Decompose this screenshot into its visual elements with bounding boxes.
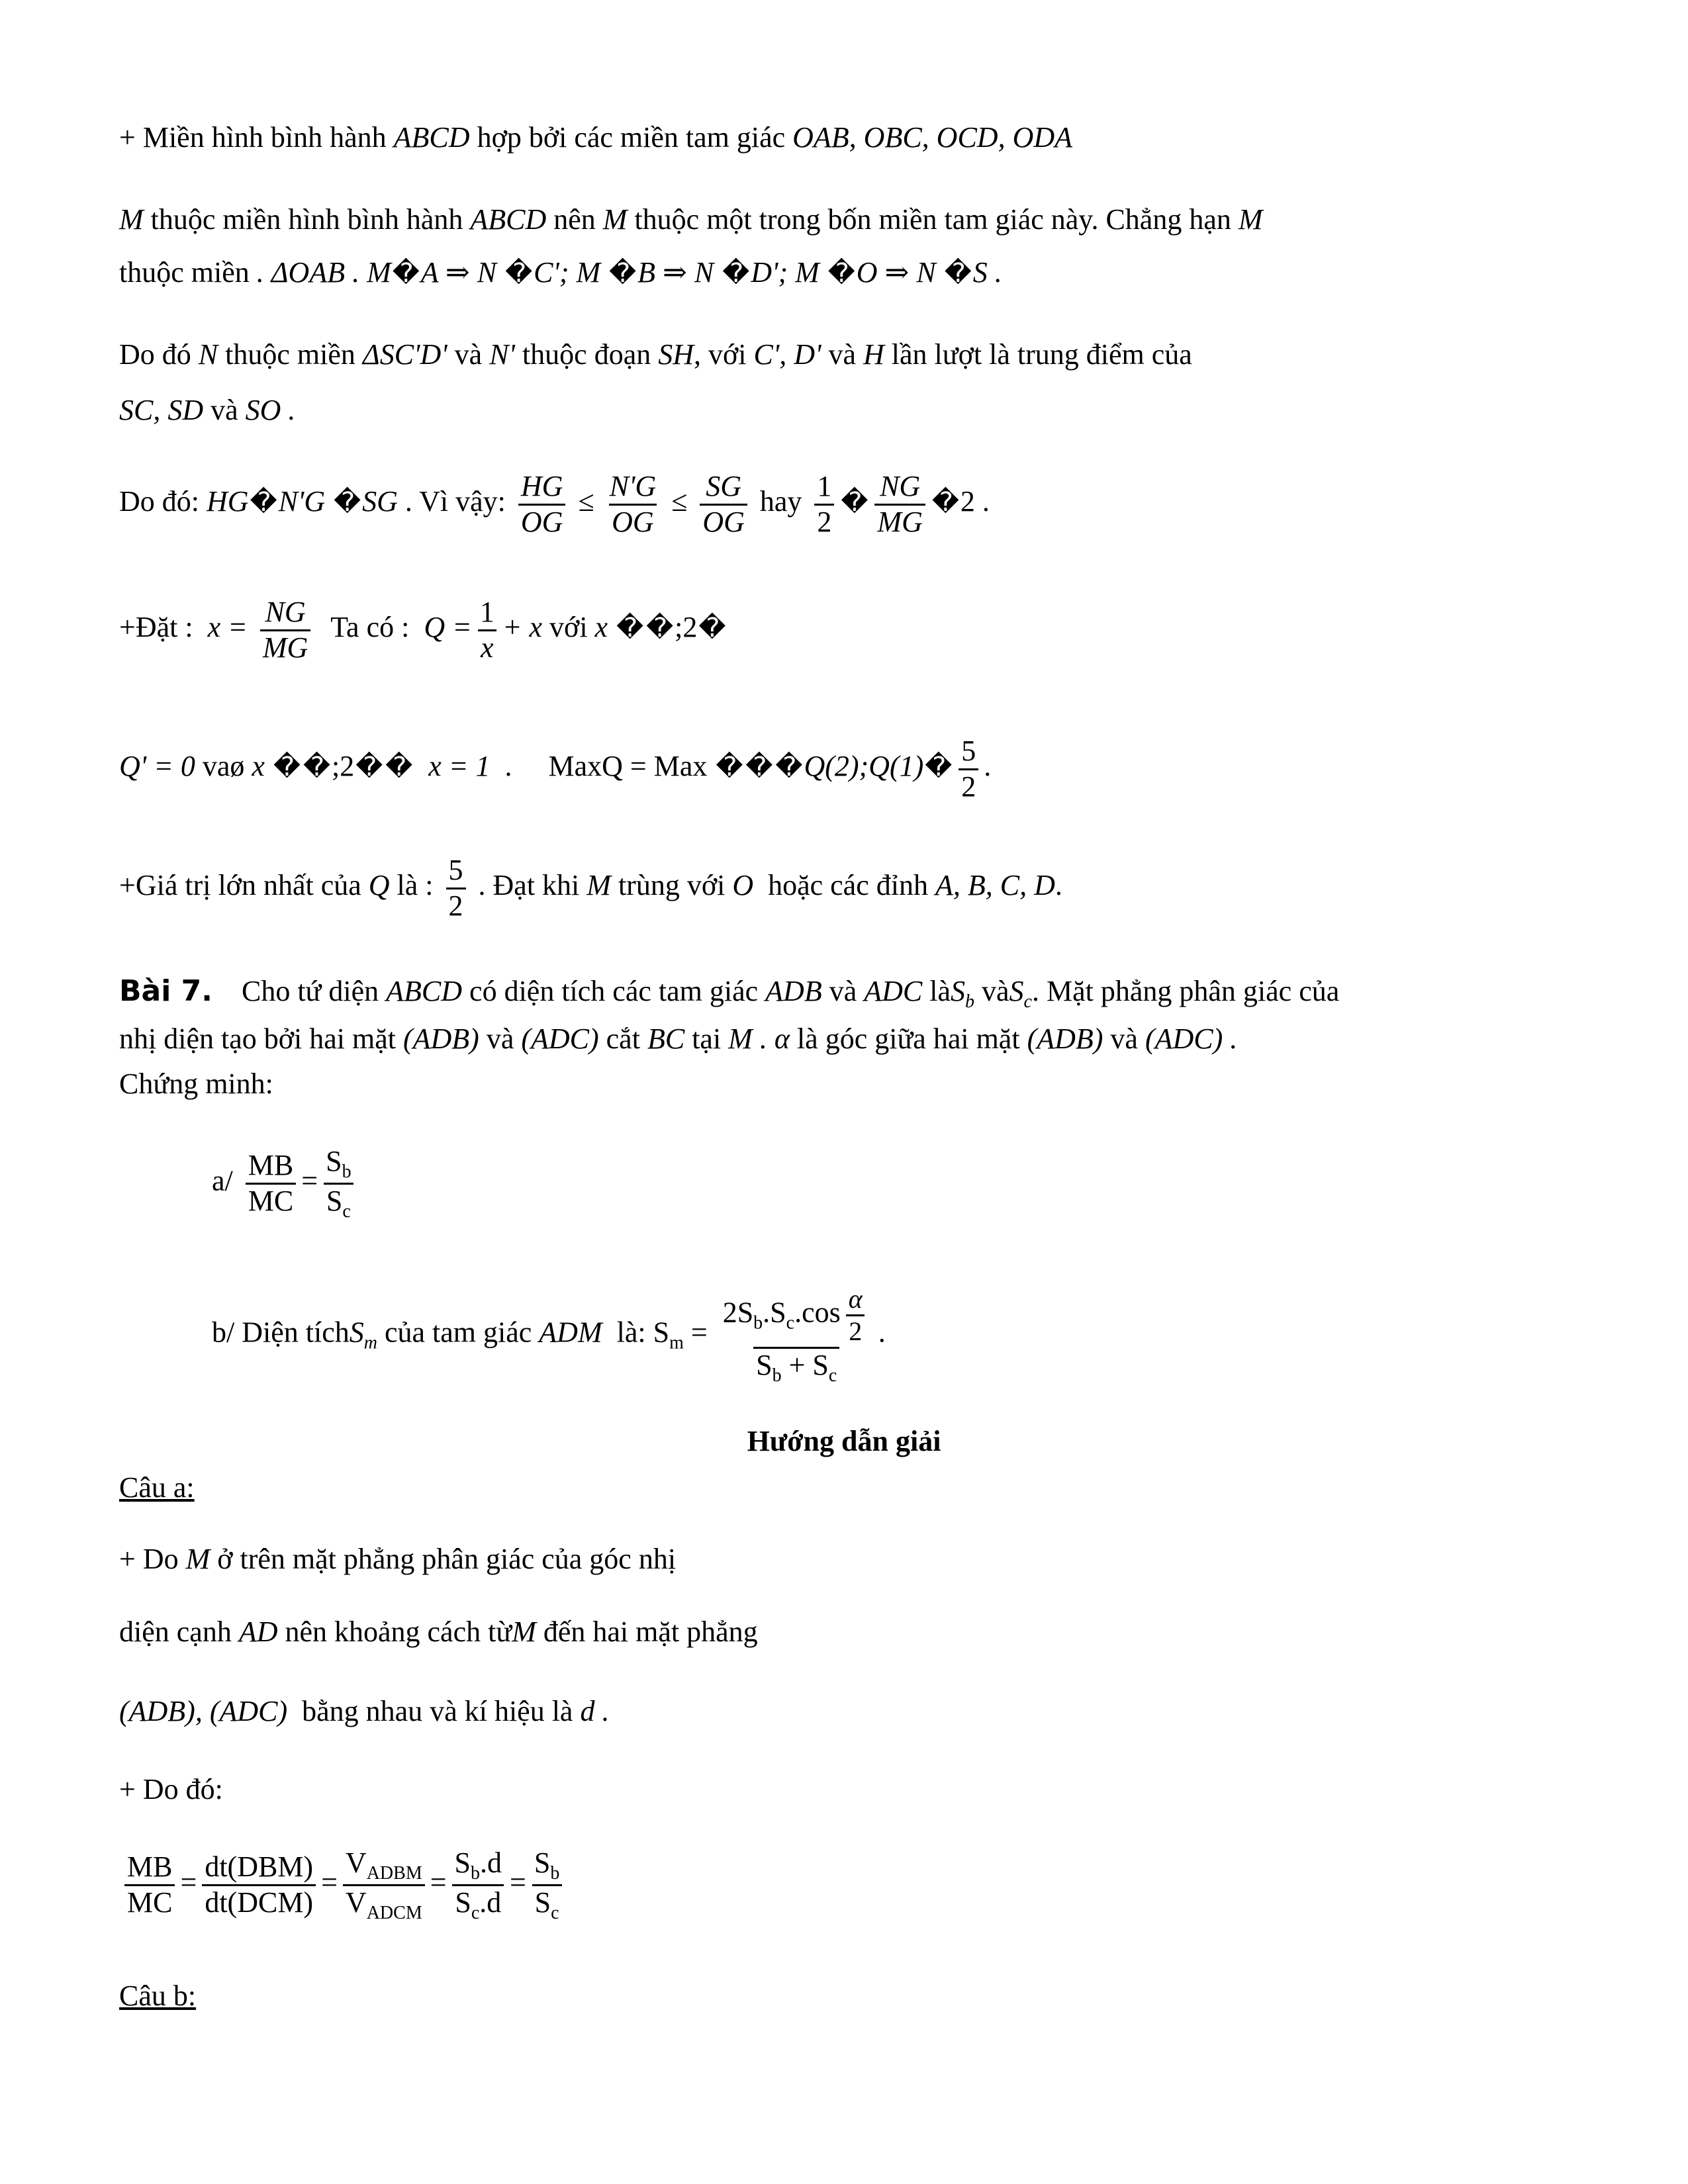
math: OAB, OBC, OCD, ODA bbox=[792, 121, 1073, 154]
math: 2 . bbox=[960, 485, 990, 518]
math: = bbox=[690, 1316, 708, 1349]
replacement-glyph: � bbox=[609, 258, 637, 289]
text: , với bbox=[694, 338, 747, 371]
fraction: $\frac{S_b.d}{S_c.d}$ bbox=[452, 1846, 504, 1924]
text: và bbox=[829, 975, 857, 1007]
math: S . bbox=[972, 256, 1002, 289]
replacement-glyph: � bbox=[646, 613, 674, 644]
text: nên bbox=[553, 203, 596, 236]
math: Q(2);Q(1) bbox=[804, 750, 924, 783]
math: M bbox=[1238, 203, 1263, 236]
math-le: ≤ bbox=[578, 485, 594, 518]
replacement-glyph: � bbox=[827, 258, 855, 289]
math: ADC bbox=[864, 975, 923, 1007]
math: A, B, C, D bbox=[935, 869, 1055, 902]
math: d . bbox=[580, 1695, 610, 1727]
text: bằng nhau và kí hiệu là bbox=[302, 1695, 573, 1727]
text: thuộc miền hình bình hành bbox=[150, 203, 463, 236]
math: D'; M bbox=[751, 256, 820, 289]
ratio-chain-formula bbox=[119, 1846, 567, 1924]
math: x bbox=[252, 750, 265, 783]
math: x = 1 bbox=[428, 750, 491, 783]
exercise-7-statement-line2 bbox=[119, 1022, 1237, 1057]
math: . ΔOAB bbox=[256, 256, 346, 289]
math: (ADB) bbox=[402, 1023, 479, 1055]
replacement-glyph: � bbox=[250, 487, 277, 518]
math: A ⇒ N bbox=[420, 256, 497, 289]
math: O ⇒ N bbox=[856, 256, 936, 289]
text: của tam giác bbox=[384, 1316, 532, 1349]
fraction: $\frac{N'G}{OG}$ bbox=[609, 470, 657, 538]
math: Q = bbox=[424, 611, 472, 644]
replacement-glyph: � bbox=[925, 752, 953, 783]
para-midpoints bbox=[119, 393, 295, 428]
part-a-formula bbox=[212, 1145, 359, 1222]
math: ABCD bbox=[470, 203, 547, 236]
text: trùng với bbox=[618, 869, 726, 902]
text: thuộc đoạn bbox=[522, 338, 651, 371]
text: là : bbox=[397, 869, 434, 902]
subscript: c bbox=[1023, 991, 1032, 1012]
math: + x bbox=[502, 611, 543, 644]
replacement-glyph: � bbox=[775, 752, 803, 783]
replacement-glyph: � bbox=[944, 258, 972, 289]
math: ΔSC'D' bbox=[362, 338, 447, 371]
math: ABCD bbox=[386, 975, 463, 1007]
text: là góc giữa hai mặt bbox=[796, 1023, 1020, 1055]
math: M bbox=[512, 1615, 536, 1648]
text: b/ Diện tích bbox=[212, 1316, 350, 1349]
para-m-in-parallelogram bbox=[119, 203, 1263, 238]
text: là: bbox=[616, 1316, 646, 1349]
math: S bbox=[1009, 975, 1024, 1007]
replacement-glyph: � bbox=[616, 613, 644, 644]
fraction: $\frac{NG}{MG}$ bbox=[260, 596, 310, 664]
math: . bbox=[984, 750, 992, 783]
para-set-x bbox=[119, 596, 727, 664]
math: = bbox=[321, 1866, 338, 1899]
math: ADM bbox=[539, 1316, 602, 1349]
text: Ta có : bbox=[330, 611, 410, 644]
replacement-glyph: � bbox=[273, 752, 301, 783]
replacement-glyph: � bbox=[385, 752, 413, 783]
math: . M bbox=[352, 256, 391, 289]
replacement-glyph: � bbox=[355, 752, 383, 783]
text: + Miền hình bình hành bbox=[119, 121, 387, 154]
text: và bbox=[486, 1023, 514, 1055]
fraction: $\frac{V_{ADBM}}{V_{ADCM}}$ bbox=[343, 1846, 425, 1924]
section-heading: Hướng dẫn giải bbox=[747, 1425, 941, 1457]
fraction: $\frac{1}{x}$ bbox=[477, 596, 497, 664]
replacement-glyph: � bbox=[303, 752, 330, 783]
math: = bbox=[301, 1164, 318, 1197]
fraction: $\frac{1}{2}$ bbox=[814, 470, 834, 539]
fraction: $\frac{S_b}{S_c}$ bbox=[323, 1145, 353, 1222]
math: M bbox=[602, 203, 628, 236]
text: nhị diện tạo bởi hai mặt bbox=[119, 1023, 396, 1055]
math: M bbox=[586, 869, 611, 902]
math: C', D' bbox=[753, 338, 821, 371]
math: ABCD bbox=[393, 121, 470, 154]
text: và bbox=[828, 338, 857, 371]
exercise-7-statement bbox=[119, 974, 1339, 1013]
text: . Mặt phẳng phân giác của bbox=[1031, 975, 1340, 1007]
replacement-glyph: � bbox=[334, 487, 361, 518]
text: + Do đó: bbox=[119, 1773, 223, 1805]
text: và bbox=[211, 394, 238, 426]
math: MaxQ = Max bbox=[548, 750, 708, 783]
subscript: m bbox=[669, 1332, 684, 1353]
text: hợp bởi các miền tam giác bbox=[477, 121, 786, 154]
fraction: $2S_b.S_c.\cos$ $\frac{\alpha}{2}$ $S_b + S_c$ bbox=[720, 1284, 873, 1387]
para-n-in-triangle bbox=[119, 338, 1192, 373]
para-max-value bbox=[119, 854, 1062, 923]
part-b-formula bbox=[212, 1284, 886, 1387]
text: và bbox=[1110, 1023, 1138, 1055]
math: M bbox=[185, 1543, 211, 1575]
para-ratio-inequality bbox=[119, 470, 990, 539]
text: Do đó: bbox=[119, 485, 199, 518]
para-max-q bbox=[119, 735, 991, 803]
text: và bbox=[454, 338, 483, 371]
text: là bbox=[929, 975, 951, 1007]
math: S bbox=[653, 1316, 670, 1349]
solution-a-line1 bbox=[119, 1542, 676, 1577]
text: hoặc các đỉnh bbox=[768, 869, 928, 902]
math: (ADC) . bbox=[1145, 1023, 1238, 1055]
math: . bbox=[504, 750, 512, 783]
math: M . bbox=[728, 1023, 767, 1055]
math: α bbox=[774, 1023, 790, 1055]
replacement-glyph: � bbox=[722, 258, 750, 289]
text: lần lượt là trung điểm của bbox=[891, 338, 1192, 371]
math: AD bbox=[238, 1615, 278, 1648]
math: H bbox=[863, 338, 884, 371]
math: ;2 bbox=[331, 750, 355, 783]
math: C'; M bbox=[534, 256, 601, 289]
exercise-label: Bài 7. bbox=[119, 974, 212, 1008]
text: nên khoảng cách từ bbox=[285, 1615, 512, 1648]
math: S bbox=[349, 1316, 364, 1349]
math: . bbox=[878, 1316, 886, 1349]
text: thuộc một trong bốn miền tam giác này. Chẳng hạn bbox=[634, 203, 1231, 236]
math: M bbox=[119, 203, 144, 236]
math: ADB bbox=[765, 975, 822, 1007]
replacement-glyph: � bbox=[716, 752, 743, 783]
para-m-in-triangle bbox=[119, 255, 1002, 291]
text: với bbox=[549, 611, 588, 644]
text: Cho tứ diện bbox=[241, 975, 379, 1007]
subscript: m bbox=[363, 1332, 377, 1353]
math: Q bbox=[368, 869, 390, 902]
text: . Vì vậy: bbox=[404, 485, 506, 518]
math: BC bbox=[647, 1023, 685, 1055]
fraction: $\frac{5}{2}$ bbox=[959, 735, 978, 803]
math: N' bbox=[489, 338, 515, 371]
replacement-glyph: � bbox=[745, 752, 773, 783]
text: thuộc miền bbox=[119, 256, 250, 289]
math: O bbox=[732, 869, 754, 902]
text: + Do bbox=[119, 1543, 179, 1575]
text: tại bbox=[692, 1023, 722, 1055]
text: +Giá trị lớn nhất của bbox=[119, 869, 361, 902]
math: = bbox=[180, 1866, 197, 1899]
fraction: $\frac{NG}{MG}$ bbox=[874, 470, 925, 539]
text: +Đặt : bbox=[119, 611, 193, 644]
math: N'G bbox=[278, 485, 326, 518]
fraction: $\frac{SG}{OG}$ bbox=[700, 470, 747, 539]
solution-a-line2 bbox=[119, 1615, 758, 1650]
fraction: $\frac{\text{dt(DBM)}}{\text{dt(DCM)}}$ bbox=[202, 1850, 316, 1919]
math: N bbox=[198, 338, 218, 371]
math: x bbox=[594, 611, 608, 644]
para-parallelogram-union bbox=[119, 120, 1072, 156]
fraction: $\frac{MB}{MC}$ bbox=[124, 1850, 175, 1919]
math: ;2 bbox=[675, 611, 698, 644]
exercise-7-prove bbox=[119, 1067, 273, 1102]
math: SC, SD bbox=[119, 394, 204, 426]
text: đến hai mặt phẳng bbox=[543, 1615, 758, 1648]
part-label: a/ bbox=[212, 1164, 233, 1197]
math: B ⇒ N bbox=[637, 256, 714, 289]
cau-b-label: Câu b: bbox=[119, 1979, 197, 2012]
subscript: b bbox=[965, 991, 974, 1012]
math: . bbox=[1055, 869, 1062, 902]
fraction: $\frac{MB}{MC}$ bbox=[246, 1149, 296, 1218]
text: cắt bbox=[606, 1023, 640, 1055]
math: SO . bbox=[245, 394, 296, 426]
replacement-glyph: � bbox=[841, 487, 868, 518]
math: = bbox=[510, 1866, 526, 1899]
fraction: $\frac{S_b}{S_c}$ bbox=[532, 1846, 562, 1924]
math: = bbox=[430, 1866, 447, 1899]
replacement-glyph: � bbox=[392, 258, 420, 289]
text: diện cạnh bbox=[119, 1615, 232, 1648]
replacement-glyph: � bbox=[931, 487, 959, 518]
text: Chứng minh: bbox=[119, 1068, 273, 1100]
text: Do đó bbox=[119, 338, 191, 371]
fraction: $\frac{5}{2}$ bbox=[446, 854, 466, 923]
math: (ADB) bbox=[1027, 1023, 1103, 1055]
math: SG bbox=[362, 485, 398, 518]
math: (ADB), (ADC) bbox=[119, 1695, 288, 1727]
math: HG bbox=[207, 485, 249, 518]
text: vaø bbox=[202, 750, 245, 783]
math: (ADC) bbox=[521, 1023, 599, 1055]
math: Q' = 0 bbox=[119, 750, 195, 783]
solution-a-line3 bbox=[119, 1694, 609, 1729]
replacement-glyph: � bbox=[698, 613, 726, 644]
math: S bbox=[951, 975, 965, 1007]
text: ở trên mặt phẳng phân giác của góc nhị bbox=[217, 1543, 677, 1575]
math-le: ≤ bbox=[671, 485, 688, 518]
text: có diện tích các tam giác bbox=[469, 975, 759, 1007]
fraction: $\frac{HG}{OG}$ bbox=[518, 470, 566, 539]
text: và bbox=[982, 975, 1009, 1007]
math: x = bbox=[207, 611, 248, 644]
text: thuộc miền bbox=[225, 338, 355, 371]
math: SH bbox=[658, 338, 694, 371]
text: hay bbox=[759, 485, 802, 518]
replacement-glyph: � bbox=[505, 258, 533, 289]
text: . Đạt khi bbox=[478, 869, 580, 902]
cau-a-label: Câu a: bbox=[119, 1471, 195, 1504]
solution-a-line4 bbox=[119, 1772, 223, 1807]
